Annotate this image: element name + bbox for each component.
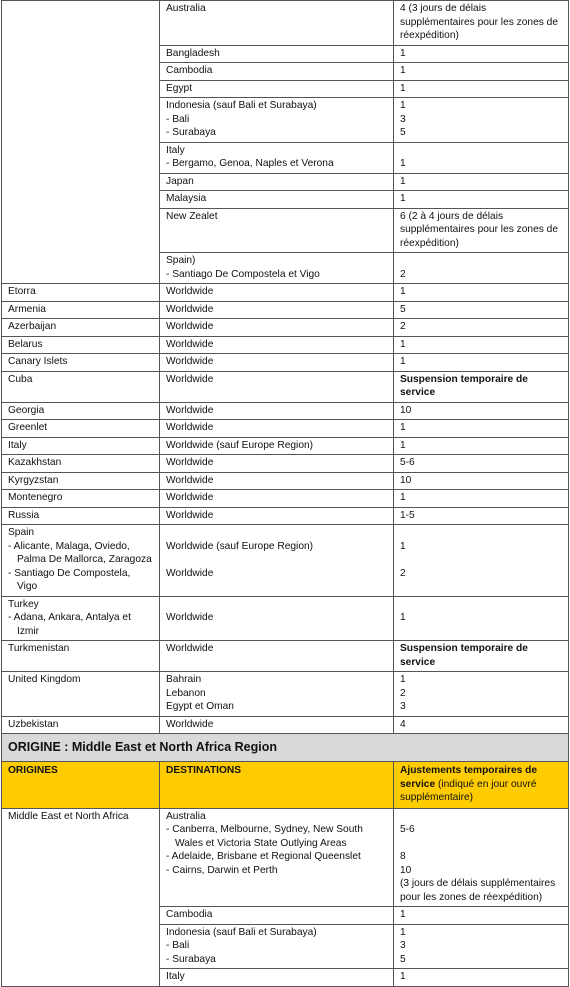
adjustment-cell: 1 <box>394 596 569 641</box>
destination-cell: Worldwide <box>160 507 394 525</box>
adjustment-cell: 2 <box>394 253 569 284</box>
adjustment-cell: 10 <box>394 402 569 420</box>
origin-cell <box>2 1 160 284</box>
column-header-row <box>2 762 569 809</box>
destination-cell: Worldwide <box>160 354 394 372</box>
adjustment-cell: 1 2 3 <box>394 672 569 717</box>
table-row <box>2 716 569 734</box>
adjustment-cell: 1 <box>394 354 569 372</box>
destination-cell: Worldwide <box>160 490 394 508</box>
destination-cell: Indonesia (sauf Bali et Surabaya) - Bali - Surabaya <box>160 924 394 969</box>
origin-cell: Canary Islets <box>2 354 160 372</box>
origin-cell: Kazakhstan <box>2 455 160 473</box>
table-row <box>2 354 569 372</box>
adjustment-cell: 1 <box>394 63 569 81</box>
origin-cell: Etorra <box>2 284 160 302</box>
adjustment-cell: 1 3 5 <box>394 924 569 969</box>
table-row <box>2 319 569 337</box>
destination-cell: Japan <box>160 173 394 191</box>
destination-cell: Indonesia (sauf Bali et Surabaya) - Bali - Surabaya <box>160 98 394 143</box>
adjustment-cell: 5 <box>394 301 569 319</box>
destination-cell: Worldwide <box>160 455 394 473</box>
destination-cell: Worldwide (sauf Europe Region) Worldwide <box>160 525 394 597</box>
destination-cell: Cambodia <box>160 907 394 925</box>
destination-cell: Worldwide <box>160 301 394 319</box>
origin-cell: Middle East et North Africa <box>2 808 160 986</box>
destination-cell: Malaysia <box>160 191 394 209</box>
destination-cell: Worldwide <box>160 284 394 302</box>
section-title: ORIGINE : Middle East et North Africa Region <box>2 734 569 762</box>
destination-cell: Worldwide (sauf Europe Region) <box>160 437 394 455</box>
adjustment-cell: 1 <box>394 80 569 98</box>
destination-cell: Worldwide <box>160 319 394 337</box>
origin-cell: Uzbekistan <box>2 716 160 734</box>
table-row <box>2 420 569 438</box>
adjustment-cell: 5-6 8 10 (3 jours de délais supplémentaires pour les zones de réexpédition) <box>394 808 569 907</box>
table-row <box>2 641 569 672</box>
destination-cell: Worldwide <box>160 402 394 420</box>
adjustment-cell: 1 <box>394 420 569 438</box>
origin-cell: Spain - Alicante, Malaga, Oviedo, Palma De Mallorca, Zaragoza - Santiago De Compostela, Vigo <box>2 525 160 597</box>
header-adjustments <box>394 762 569 809</box>
section-heading-row <box>2 734 569 762</box>
destination-cell: Bahrain Lebanon Egypt et Oman <box>160 672 394 717</box>
header-adjustments-bold: Ajustements temporaires de service <box>400 765 538 790</box>
destination-cell: Cambodia <box>160 63 394 81</box>
destination-cell: Bangladesh <box>160 45 394 63</box>
origin-cell: Russia <box>2 507 160 525</box>
table-row <box>2 336 569 354</box>
table-row <box>2 284 569 302</box>
table-row <box>2 808 569 907</box>
adjustment-cell: 10 <box>394 472 569 490</box>
destination-cell: Worldwide <box>160 336 394 354</box>
table-row <box>2 371 569 402</box>
adjustment-cell: 1 <box>394 284 569 302</box>
origin-cell: Belarus <box>2 336 160 354</box>
adjustment-cell: 1 2 <box>394 525 569 597</box>
destination-cell: Spain) - Santiago De Compostela et Vigo <box>160 253 394 284</box>
adjustment-cell: 1 <box>394 45 569 63</box>
adjustment-cell: 5-6 <box>394 455 569 473</box>
adjustment-cell: 6 (2 à 4 jours de délais supplémentaires pour les zones de réexpédition) <box>394 208 569 253</box>
adjustment-cell: 1 <box>394 191 569 209</box>
table-row <box>2 507 569 525</box>
table-row <box>2 402 569 420</box>
origin-cell: Georgia <box>2 402 160 420</box>
table-row <box>2 437 569 455</box>
header-origins: ORIGINES <box>2 762 160 809</box>
destination-cell: Worldwide <box>160 420 394 438</box>
suspension-notice: Suspension temporaire de service <box>394 641 569 672</box>
adjustment-cell: 1 <box>394 142 569 173</box>
adjustment-cell: 1 <box>394 336 569 354</box>
origin-cell: Greenlet <box>2 420 160 438</box>
destination-cell: Egypt <box>160 80 394 98</box>
table-row <box>2 525 569 597</box>
adjustment-cell: 1 <box>394 437 569 455</box>
table-row <box>2 455 569 473</box>
adjustment-cell: 1-5 <box>394 507 569 525</box>
destination-cell: New Zealet <box>160 208 394 253</box>
destination-cell: Worldwide <box>160 641 394 672</box>
origin-cell: Montenegro <box>2 490 160 508</box>
adjustment-cell: 1 <box>394 907 569 925</box>
table-row <box>2 490 569 508</box>
destination-cell: Worldwide <box>160 716 394 734</box>
adjustment-cell: 2 <box>394 319 569 337</box>
header-adjustments-note: (indiqué en jour ouvré supplémentaire) <box>400 778 537 803</box>
adjustment-cell: 1 <box>394 969 569 987</box>
table-row <box>2 472 569 490</box>
destination-cell: Australia <box>160 1 394 46</box>
origin-cell: Cuba <box>2 371 160 402</box>
origin-cell: Kyrgyzstan <box>2 472 160 490</box>
destination-cell: Italy <box>160 969 394 987</box>
origin-cell: Azerbaijan <box>2 319 160 337</box>
origin-cell: Turkey - Adana, Ankara, Antalya et Izmir <box>2 596 160 641</box>
origin-cell: United Kingdom <box>2 672 160 717</box>
adjustment-cell: 1 3 5 <box>394 98 569 143</box>
origin-cell: Italy <box>2 437 160 455</box>
table-row <box>2 596 569 641</box>
adjustment-cell: 4 <box>394 716 569 734</box>
table-row <box>2 672 569 717</box>
destination-cell: Worldwide <box>160 472 394 490</box>
suspension-notice: Suspension temporaire de service <box>394 371 569 402</box>
table-row <box>2 301 569 319</box>
service-adjustment-table <box>1 0 569 987</box>
table-row <box>2 1 569 46</box>
header-destinations: DESTINATIONS <box>160 762 394 809</box>
adjustment-cell: 4 (3 jours de délais supplémentaires pour les zones de réexpédition) <box>394 1 569 46</box>
origin-cell: Armenia <box>2 301 160 319</box>
destination-cell: Australia - Canberra, Melbourne, Sydney, New South Wales et Victoria State Outlying Areas - Adelaide, Brisbane et Regional Queenslet - Cairns, Darwin et Perth <box>160 808 394 907</box>
destination-cell: Italy - Bergamo, Genoa, Naples et Verona <box>160 142 394 173</box>
adjustment-cell: 1 <box>394 490 569 508</box>
destination-cell: Worldwide <box>160 596 394 641</box>
origin-cell: Turkmenistan <box>2 641 160 672</box>
destination-cell: Worldwide <box>160 371 394 402</box>
adjustment-cell: 1 <box>394 173 569 191</box>
